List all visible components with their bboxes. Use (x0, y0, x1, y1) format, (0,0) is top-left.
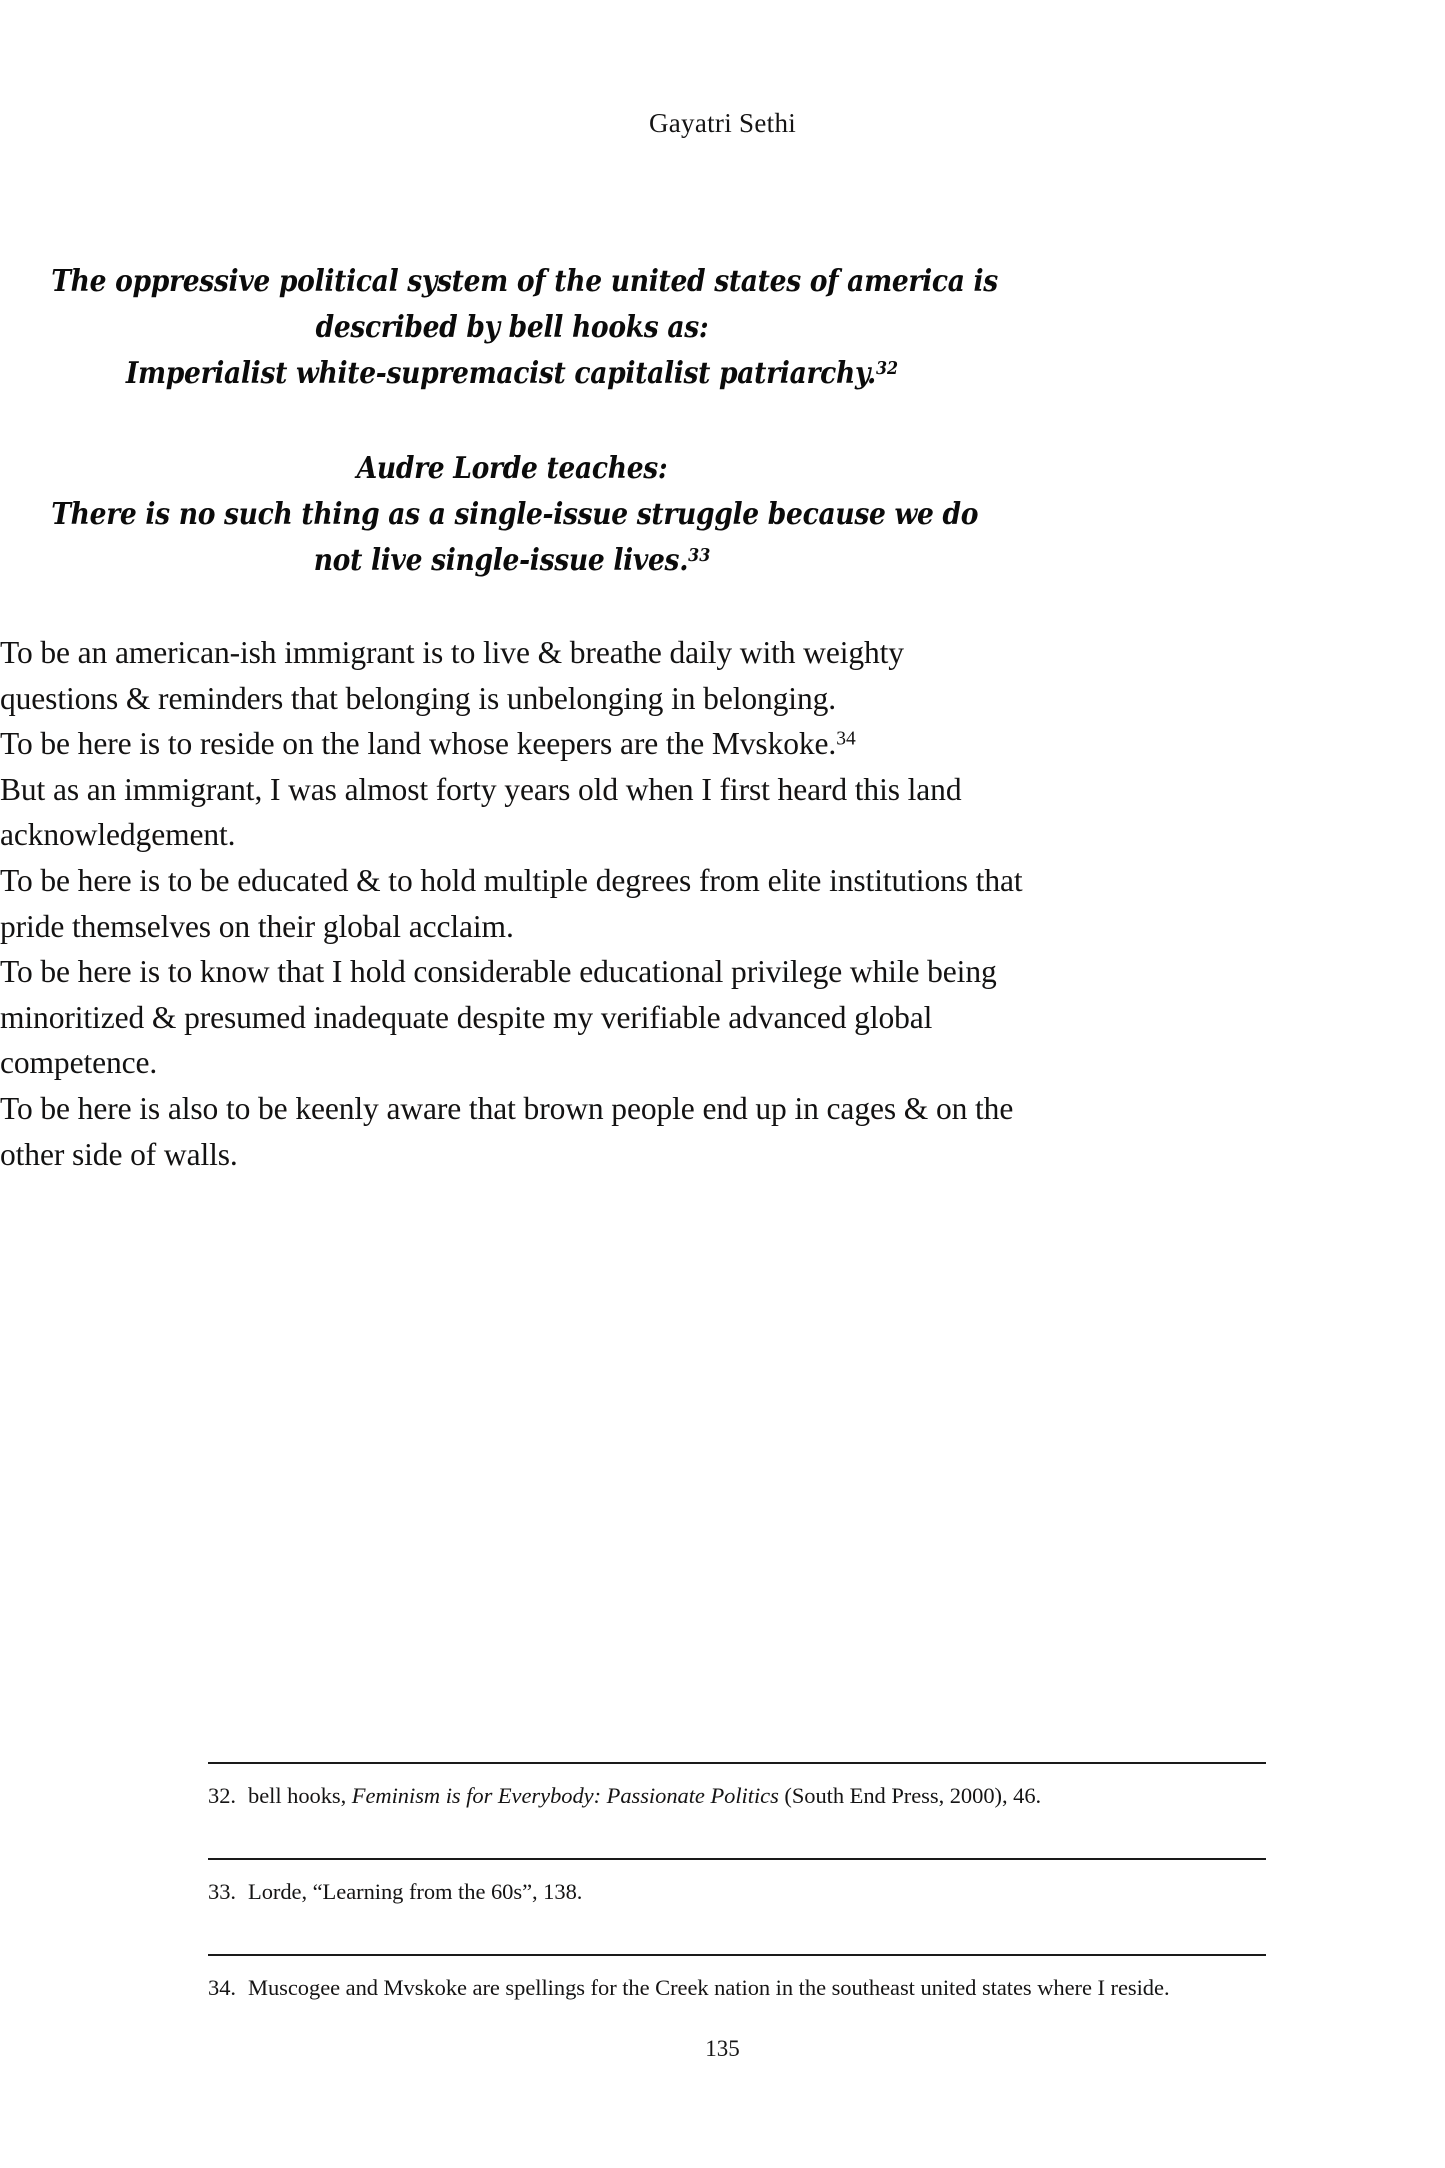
body-paragraph (0, 721, 1024, 767)
footnote-text: Lorde, “Learning from the 60s”, 138. (248, 1879, 583, 1904)
footnote-reference-33[interactable]: 33 (688, 544, 711, 566)
epigraph-line-text: Imperialist white-supremacist capitalist patriarchy. (125, 355, 876, 390)
footnote-block-34 (208, 1954, 1266, 2003)
body-paragraph: To be here is also to be keenly aware that brown people end up in cages & on the other side of walls. (0, 1090, 1014, 1172)
footnote-block-32 (208, 1762, 1266, 1811)
footnote-text (248, 1780, 1266, 1811)
epigraph-line: described by bell hooks as: (315, 309, 709, 344)
footnote-item (208, 1972, 1266, 2003)
footnotes-area (208, 1762, 1266, 2003)
epigraph-line: The oppressive political system of the united states of america is (51, 263, 998, 298)
epigraph-line: Audre Lorde teaches: (356, 450, 668, 485)
footnote-block-33 (208, 1858, 1266, 1907)
footnote-reference-32[interactable]: 32 (875, 357, 899, 379)
body-paragraph: To be here is to know that I hold considerable educational privilege while being minoritized & presumed inadequate despite my verifiable advanced global competence. (0, 954, 997, 1081)
footnote-item (208, 1780, 1266, 1811)
epigraph-line-text: not live single-issue lives. (313, 542, 689, 577)
epigraph-line (51, 350, 973, 396)
running-header-author: Gayatri Sethi (648, 108, 797, 138)
page-number: 135 (705, 2036, 740, 2061)
body-paragraph-text: To be here is to reside on the land whose keepers are the Mvskoke. (0, 726, 837, 762)
epigraph-audre-lorde (51, 445, 979, 583)
epigraph-bell-hooks (51, 258, 998, 396)
footnote-number: 33. (208, 1879, 236, 1904)
epigraph-line (51, 537, 973, 583)
body-paragraph: To be here is to be educated & to hold multiple degrees from elite institutions that pride themselves on their global acclaim. (0, 862, 1023, 944)
footnote-number: 32. (208, 1783, 236, 1808)
body-text (0, 630, 1024, 1177)
footnote-number: 34. (208, 1975, 236, 2000)
body-paragraph: But as an immigrant, I was almost forty years old when I first heard this land acknowledgement. (0, 771, 962, 853)
footnote-italic-title: Feminism is for Everybody: Passionate Politics (351, 1783, 779, 1808)
epigraph-line: There is no such thing as a single-issue struggle because we do (51, 496, 979, 531)
footnote-reference-34[interactable]: 34 (836, 728, 856, 750)
footnote-text-lead: bell hooks, (248, 1783, 352, 1808)
footnote-text: Muscogee and Mvskoke are spellings for the Creek nation in the southeast united states where I reside. (248, 1975, 1170, 2000)
footnote-text-tail: (South End Press, 2000), 46. (778, 1783, 1042, 1808)
body-paragraph: To be an american-ish immigrant is to live & breathe daily with weighty questions & reminders that belonging is unbelonging in belonging. (0, 635, 904, 716)
footnote-item (208, 1876, 1266, 1907)
